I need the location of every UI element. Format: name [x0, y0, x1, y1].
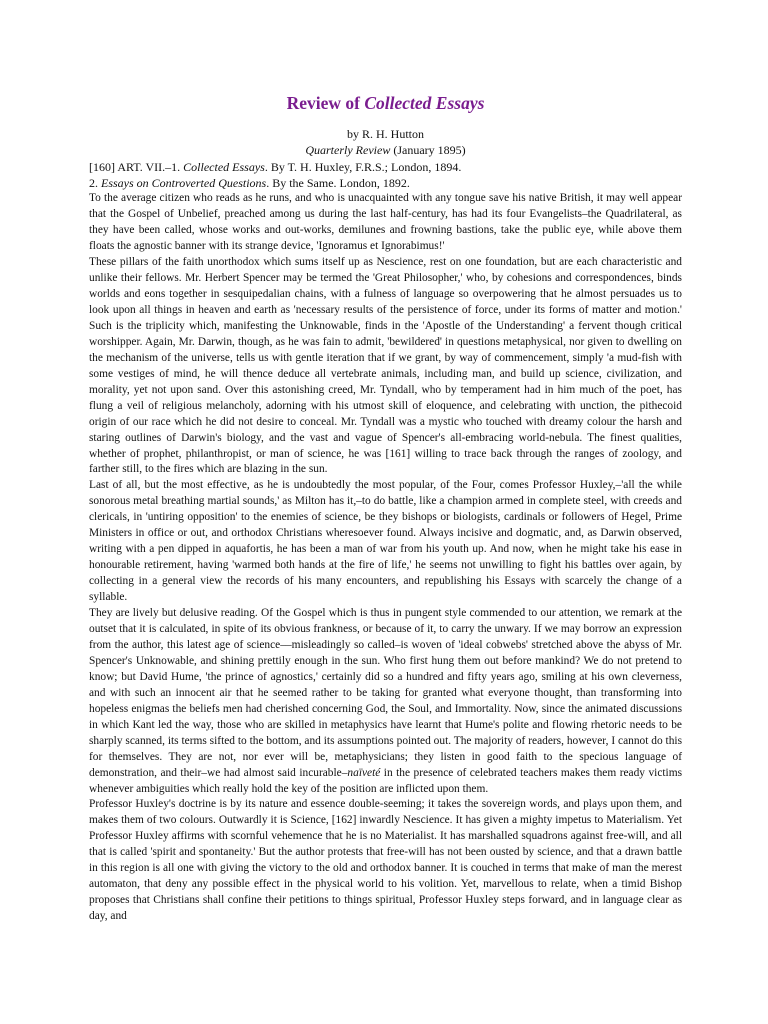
ref2-suffix: . By the Same. London, 1892.: [266, 176, 410, 191]
reference-1: [89, 159, 682, 175]
byline: by R. H. Hutton: [346, 127, 424, 142]
source-date: (January 1895): [390, 143, 466, 158]
ref2-title: Essays on Controverted Questions: [101, 176, 267, 191]
source-journal: Quarterly Review: [305, 143, 391, 158]
reference-2: [89, 175, 682, 191]
paragraph-1: To the average citizen who reads as he runs, and who is unacquainted with any tongue save his native British, it may well appear that the Gospel of Unbelief, preached among us during the last half-century, has had its four Evangelists–the Quadrilateral, as they have been called, whose works and out-works, demilunes and frowning bastions, take the public eye, while above them floats the agnostic banner with its strange device, 'Ignoramus et Ignorabimus!': [89, 192, 682, 253]
paragraph-4-text-b: in the presence of celebrated teachers makes them ready victims whenever ambiguities which really hold the key of the position are inflicted upon them.: [89, 766, 683, 795]
title-italic: Collected Essays: [364, 93, 485, 113]
ref1-prefix: [160] ART. VII.–1.: [89, 160, 184, 175]
title-prefix: Review of: [286, 93, 365, 113]
paragraph-4-text-a: They are lively but delusive reading. Of the Gospel which is thus in pungent style commended to our attention, we remark at the outset that it is calculated, in spite of its obvious frankness, or because of it, to carry the unwary. If we may borrow an expression from the author, this latest age of science––misleadingly so called–is woven of 'ideal cobwebs' stretched above the abyss of Mr. Spencer's Unknowable, and shining prettily enough in the sun. Who first hung them out before mankind? We do not pretend to know; but David Hume, 'the prince of agnostics,' certainly did so a hundred and fifty years ago, smiling at his own cleverness, and with such an innocent air that he seemed rather to be taking for granted what everyone thought, than transforming into hopeless enigmas the beliefs men had cherished concerning God, the Soul, and Immortality. Now, since the animated discussions in which Kant led the way, those who are skilled in metaphysics have learnt that Hume's polite and flowing rhetoric needs to be sharply scanned, its terms sifted to the bottom, and its assumptions pointed out. The majority of readers, however, I cannot do this for themselves. They are not, nor ever will be, metaphysicians; they listen in good faith to the specious language of demonstration, and their–we had almost said incurable–: [89, 607, 682, 779]
paragraph-2: These pillars of the faith unorthodox which sums itself up as Nescience, rest on one foundation, but are each characteristic and unlike their fellows. Mr. Herbert Spencer may be termed the 'Great Philosopher,' who, by cohesions and correspondences, binds worlds and eons together in sesquipedalian chains, with a fulness of language so overpowering that he almost persuades us to look upon all things in heaven and earth as 'necessary results of the persistence of force, under its forms of matter and motion.' Such is the triplicity which, manifesting the Unknowable, finds in the 'Apostle of the Understanding' a fervent though critical worshipper. Again, Mr. Darwin, though, as he was fain to admit, 'bewildered' in questions metaphysical, nor given to dwelling on the mechanism of the universe, tells us with gentle iteration that if we grant, by way of commencement, simply 'a mud-fish with some vestiges of mind, he will thence deduce all vertebrate animals, including man, and build up science, civilization, and morality, yet not upon sand. Over this astonishing creed, Mr. Tyndall, who by temperament had in him much of the poet, has flung a veil of religious melancholy, adorning with his utmost skill of eloquence, and celebrating with unction, the pithecoid origin of our race which he did not desire to conceal. Mr. Tyndall was a mystic who touched with dreamy colour the harsh and staring outlines of Darwin's biology, and the vast and vague of Spencer's all-embracing world-nebula. The finest qualities, whether of prophet, philanthropist, or man of science, he was [161] willing to trace back through the ranges of zoology, and farther still, to the fires which are blazing in the sun.: [89, 256, 682, 476]
references: [89, 159, 682, 191]
ref2-prefix: 2.: [89, 176, 101, 191]
paragraph-4: [89, 606, 682, 797]
page-title: [89, 94, 682, 113]
ref1-suffix: . By T. H. Huxley, F.R.S.; London, 1894.: [264, 160, 462, 175]
paragraph-4-italic: naïveté: [347, 766, 381, 779]
paragraph-3: Last of all, but the most effective, as he is undoubtedly the most popular, of the Four, comes Professor Huxley,–'all the while sonorous metal breathing martial sounds,' as Milton has it,–to do battle, like a champion armed in complete steel, with creeds and clericals, in 'untiring opposition' to the enemies of science, be they bishops or biologists, cardinals or followers of Hegel, Prime Ministers in office or out, and orthodox Christians wheresoever found. Always incisive and dogmatic, and, as Darwin observed, writing with a pen dipped in aquafortis, he has been a man of war from his youth up. And now, when he might take his ease in honourable retirement, having 'warmed both hands at the fire of life,' he seems not unwilling to fight his battles over again, by collecting in a general view the records of his many encounters, and republishing his Essays with scarcely the change of a syllable.: [89, 479, 682, 604]
paragraph-5: Professor Huxley's doctrine is by its nature and essence double-seeming; it takes the sovereign words, and plays upon them, and makes them of two colours. Outwardly it is Science, [162] inwardly Nescience. It has given a mighty impetus to Materialism. Yet Professor Huxley affirms with scornful vehemence that he is no Materialist. It has marshalled squadrons against free-will, and all that is called 'spirit and spontaneity.' But the author protests that free-will has not been ousted by science, and that a drawn battle in this region is all one with giving the victory to the old and orthodox banner. It is couched in terms that make of man the merest automaton, that deny any possible effect in the physical world to his volition. Yet, marvellous to relate, when a timid Bishop proposes that Christians shall confine their petitions to things spiritual, Professor Huxley steps forward, and in language clear as day, and: [89, 798, 682, 923]
ref1-title: Collected Essays: [183, 160, 265, 175]
source-line: [89, 142, 682, 158]
